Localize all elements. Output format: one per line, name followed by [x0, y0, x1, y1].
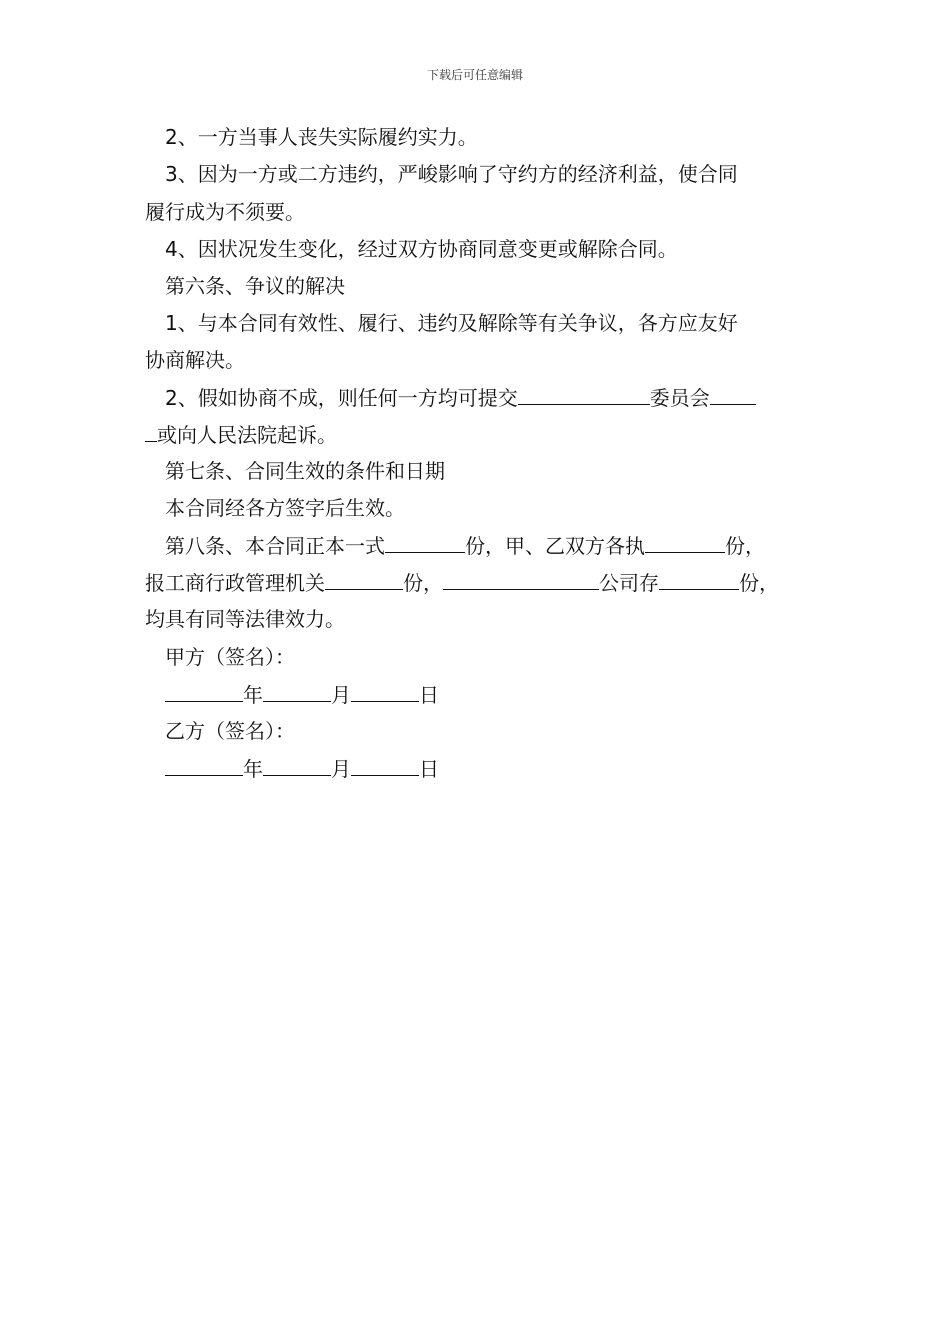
blank-year-a[interactable] [165, 681, 243, 702]
blank-committee-suffix-cont[interactable] [145, 421, 157, 442]
article-8-text-a: 第八条、本合同正本一式 [165, 534, 385, 558]
article-8-text-e: 份， [403, 571, 443, 595]
blank-committee[interactable] [518, 384, 650, 405]
clause-5-3-cont: 履行成为不须要。 [145, 200, 305, 224]
clause-6-1-cont: 协商解决。 [145, 348, 245, 372]
blank-day-a[interactable] [351, 681, 419, 702]
clause-5-4: 4、因状况发生变化，经过双方协商同意变更或解除合同。 [165, 237, 678, 261]
article-7-text: 本合同经各方签字后生效。 [165, 496, 405, 520]
article-8-text-d: 报工商行政管理机关 [145, 571, 325, 595]
year-label-b: 年 [243, 757, 263, 781]
day-label-b: 日 [419, 757, 439, 781]
blank-committee-suffix[interactable] [710, 384, 756, 405]
article-8-line3: 均具有同等法律效力。 [145, 607, 345, 631]
month-label-b: 月 [331, 757, 351, 781]
blank-copies-agency[interactable] [325, 569, 403, 590]
blank-day-b[interactable] [351, 755, 419, 776]
party-a-date [145, 681, 855, 708]
article-6-title: 第六条、争议的解决 [165, 274, 345, 298]
clause-6-1: 1、与本合同有效性、履行、违约及解除等有关争议，各方应友好 [165, 311, 738, 335]
blank-year-b[interactable] [165, 755, 243, 776]
month-label-a: 月 [331, 683, 351, 707]
article-7-title: 第七条、合同生效的条件和日期 [165, 459, 445, 483]
blank-copies-each[interactable] [645, 532, 725, 553]
party-b-signature: 乙方（签名）： [165, 719, 295, 743]
clause-6-2 [145, 384, 855, 411]
article-8-text-f: 公司存 [599, 571, 659, 595]
article-8-text-g: 份， [739, 571, 779, 595]
article-8-text-b: 份，甲、乙双方各执 [465, 534, 645, 558]
clause-6-2-cont [145, 421, 835, 448]
party-b-date [145, 755, 855, 782]
clause-6-2-cont-text: 或向人民法院起诉。 [157, 423, 337, 447]
year-label-a: 年 [243, 683, 263, 707]
blank-company-name[interactable] [443, 569, 599, 590]
blank-month-b[interactable] [263, 755, 331, 776]
blank-copies-total[interactable] [385, 532, 465, 553]
day-label-a: 日 [419, 683, 439, 707]
clause-6-2-committee: 委员会 [649, 386, 710, 410]
article-8-text-c: 份， [725, 534, 765, 558]
party-a-signature: 甲方（签名）： [165, 645, 295, 669]
clause-5-2: 2、一方当事人丧失实际履约实力。 [165, 125, 478, 149]
page-header: 下载后可任意编辑 [426, 68, 523, 82]
blank-month-a[interactable] [263, 681, 331, 702]
blank-copies-company[interactable] [659, 569, 739, 590]
clause-6-2-text: 2、假如协商不成，则任何一方均可提交 [165, 386, 518, 410]
article-8-line2 [145, 569, 835, 596]
article-8-line1 [145, 532, 855, 559]
clause-5-3: 3、因为一方或二方违约，严峻影响了守约方的经济利益，使合同 [165, 162, 738, 186]
